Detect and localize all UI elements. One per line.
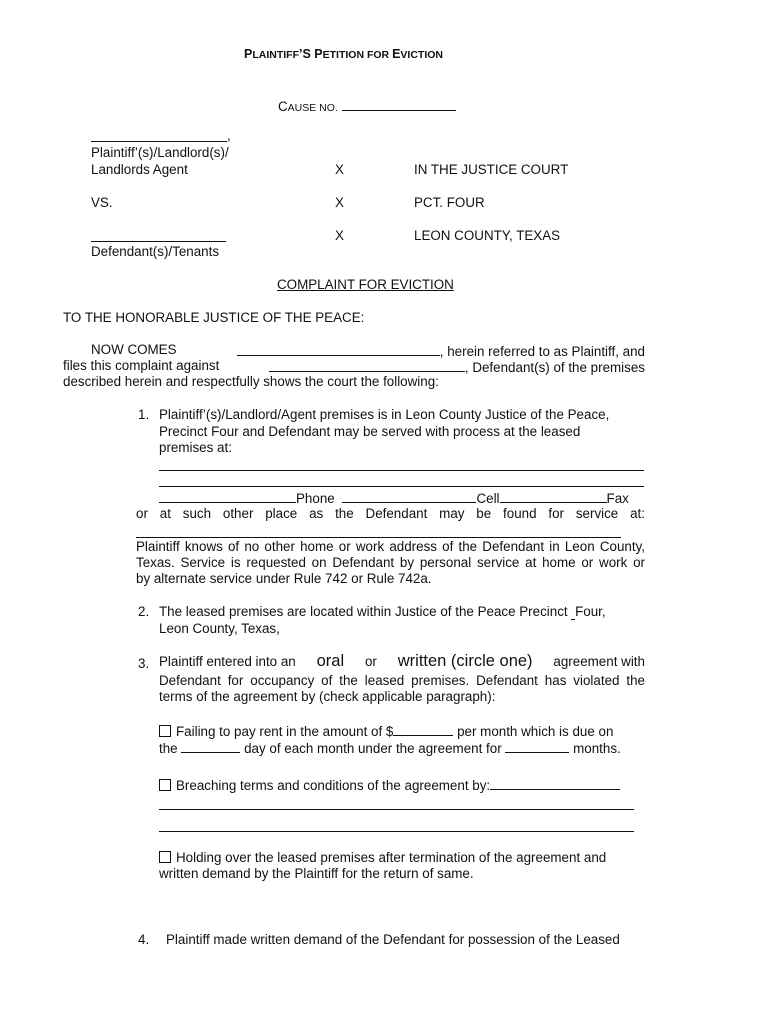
court-name: IN THE JUSTICE COURT bbox=[414, 162, 569, 177]
contact-line: Phone Cell Fax bbox=[159, 489, 629, 508]
breach-details-line-2[interactable] bbox=[159, 809, 634, 810]
court-county: LEON COUNTY, TEXAS bbox=[414, 228, 561, 243]
plaintiff-name-line[interactable] bbox=[91, 141, 227, 142]
breach-details-blank[interactable] bbox=[490, 776, 620, 790]
option-breach-line: Breaching terms and conditions of the agreement by: bbox=[159, 776, 620, 795]
salutation: TO THE HONORABLE JUSTICE OF THE PEACE: bbox=[63, 310, 365, 325]
item-1-number: 1. bbox=[138, 407, 150, 422]
item-2-line-2: Leon County, Texas, bbox=[159, 621, 280, 636]
item-1-line-7: by alternate service under Rule 742 or Rule 742a. bbox=[136, 571, 432, 586]
item-1-line-3: premises at: bbox=[159, 440, 232, 455]
service-address-line-1[interactable] bbox=[159, 470, 644, 471]
item-2-line-1: The leased premises are located within Justice of the Peace Precinct Four, bbox=[159, 604, 606, 619]
oral-option[interactable]: oral bbox=[316, 652, 345, 670]
item-1-line-4: or at such other place as the Defendant may be found for service at: bbox=[136, 506, 645, 521]
defendant-name-line[interactable] bbox=[91, 241, 226, 242]
intro-line-2: files this complaint against , Defendant(s) of the premises bbox=[63, 358, 645, 375]
fax-blank[interactable] bbox=[500, 489, 607, 503]
holdover-checkbox[interactable] bbox=[159, 851, 171, 863]
breach-details-line-3[interactable] bbox=[159, 831, 634, 832]
cell-blank[interactable] bbox=[342, 489, 476, 503]
separator-x-1: X bbox=[335, 162, 344, 177]
intro-line-3: described herein and respectfully shows the court the following: bbox=[63, 374, 439, 389]
due-day-blank[interactable] bbox=[181, 739, 240, 753]
item-3-number: 3. bbox=[138, 656, 150, 671]
item-1-line-2: Precinct Four and Defendant may be served with process at the leased bbox=[159, 424, 581, 439]
option-holdover-line-1: Holding over the leased premises after termination of the agreement and bbox=[159, 850, 606, 867]
item-1-line-1: Plaintiff’(s)/Landlord/Agent premises is in Leon County Justice of the Peace, bbox=[159, 407, 610, 422]
page-title: PLAINTIFF’S PETITION FOR EVICTION bbox=[244, 47, 443, 61]
item-3-line-3: terms of the agreement by (check applicable paragraph): bbox=[159, 689, 496, 704]
defendant-label: Defendant(s)/Tenants bbox=[91, 244, 220, 259]
alternate-address-line[interactable] bbox=[136, 537, 621, 538]
separator-x-3: X bbox=[335, 228, 344, 243]
vs-label: VS. bbox=[91, 195, 113, 210]
item-4-line-1: Plaintiff made written demand of the Defendant for possession of the Leased bbox=[166, 932, 620, 947]
item-1-line-6: Texas. Service is requested on Defendant by personal service at home or work or bbox=[136, 555, 645, 570]
months-blank[interactable] bbox=[505, 739, 569, 753]
breach-checkbox[interactable] bbox=[159, 779, 171, 791]
service-address-line-2[interactable] bbox=[159, 486, 644, 487]
intro-line-1: NOW COMES , herein referred to as Plaintiff, and bbox=[91, 342, 645, 359]
item-4-number: 4. bbox=[138, 932, 150, 947]
separator-x-2: X bbox=[335, 195, 344, 210]
plaintiff-name-blank[interactable] bbox=[237, 342, 440, 356]
item-3-line-1: Plaintiff entered into an oral or written (circle one) agreement with bbox=[159, 652, 645, 670]
option-rent-line-2: the day of each month under the agreement for months. bbox=[159, 741, 621, 756]
defendant-name-blank[interactable] bbox=[269, 358, 465, 372]
rent-amount-blank[interactable] bbox=[393, 722, 453, 736]
section-heading: COMPLAINT FOR EVICTION bbox=[277, 277, 454, 292]
option-holdover-line-2: written demand by the Plaintiff for the return of same. bbox=[159, 866, 474, 881]
cause-number: CAUSE NO. bbox=[278, 97, 456, 117]
item-2-number: 2. bbox=[138, 604, 150, 619]
court-precinct: PCT. FOUR bbox=[414, 195, 485, 210]
written-option[interactable]: written (circle one) bbox=[397, 652, 533, 670]
cause-number-blank[interactable] bbox=[342, 97, 456, 111]
item-1-line-5: Plaintiff knows of no other home or work address of the Defendant in Leon County, bbox=[136, 539, 645, 554]
item-3-line-2: Defendant for occupancy of the leased premises. Defendant has violated the bbox=[159, 673, 645, 688]
plaintiff-label-1: Plaintiff’(s)/Landlord(s)/ bbox=[91, 145, 229, 160]
phone-blank[interactable] bbox=[159, 489, 296, 503]
rent-checkbox[interactable] bbox=[159, 725, 171, 737]
option-rent-line-1: Failing to pay rent in the amount of $ per month which is due on bbox=[159, 722, 613, 741]
plaintiff-comma: , bbox=[227, 128, 231, 143]
plaintiff-label-2: Landlords Agent bbox=[91, 162, 188, 177]
